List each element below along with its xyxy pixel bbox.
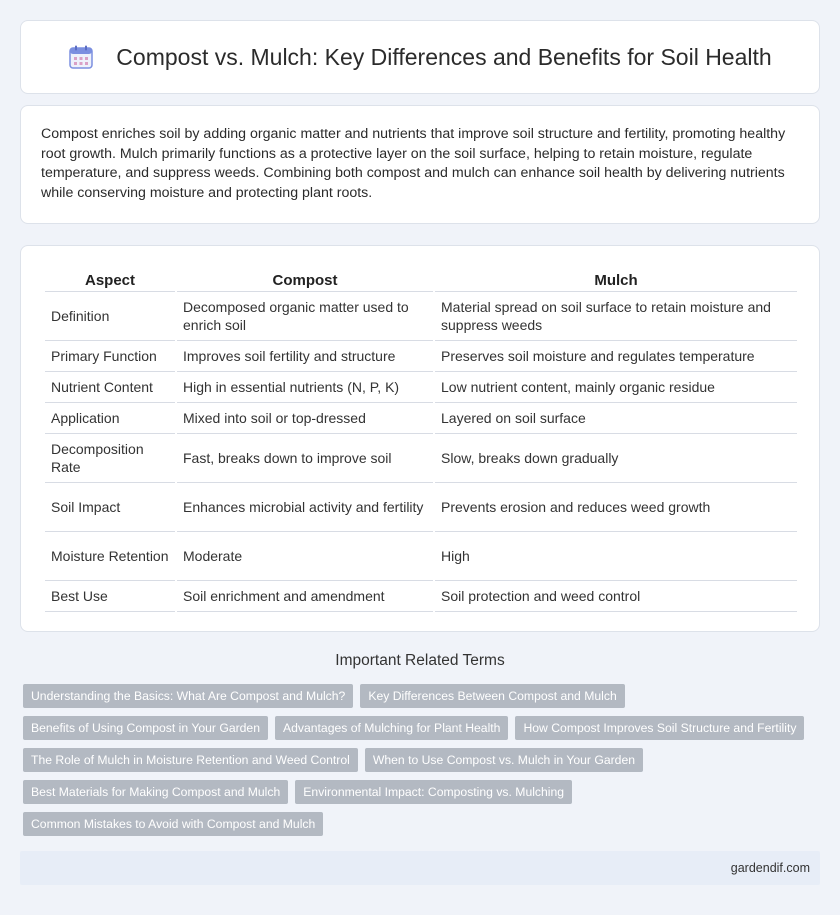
cell-aspect: Nutrient Content xyxy=(45,372,175,403)
cell-compost: Improves soil fertility and structure xyxy=(177,341,433,372)
table-row xyxy=(45,341,797,372)
related-term-tag[interactable]: Advantages of Mulching for Plant Health xyxy=(275,716,508,740)
table-header-row xyxy=(45,266,797,292)
cell-mulch: Preserves soil moisture and regulates temperature xyxy=(435,341,797,372)
cell-aspect: Moisture Retention xyxy=(45,532,175,581)
related-term-tag[interactable]: Environmental Impact: Composting vs. Mulching xyxy=(295,780,572,804)
table-row xyxy=(45,434,797,483)
related-term-tag[interactable]: When to Use Compost vs. Mulch in Your Garden xyxy=(365,748,643,772)
page-title: Compost vs. Mulch: Key Differences and Benefits for Soil Health xyxy=(116,43,772,70)
table-row xyxy=(45,292,797,341)
related-term-tag[interactable]: How Compost Improves Soil Structure and Fertility xyxy=(515,716,804,740)
cell-mulch: Low nutrient content, mainly organic residue xyxy=(435,372,797,403)
cell-mulch: Prevents erosion and reduces weed growth xyxy=(435,483,797,532)
cell-compost: Decomposed organic matter used to enrich soil xyxy=(177,292,433,341)
related-term-tag[interactable]: Common Mistakes to Avoid with Compost and Mulch xyxy=(23,812,323,836)
cell-mulch: Slow, breaks down gradually xyxy=(435,434,797,483)
cell-compost: Mixed into soil or top-dressed xyxy=(177,403,433,434)
table-row xyxy=(45,581,797,612)
related-term-tag[interactable]: Understanding the Basics: What Are Compost and Mulch? xyxy=(23,684,353,708)
cell-compost: Soil enrichment and amendment xyxy=(177,581,433,612)
cell-aspect: Decomposition Rate xyxy=(45,434,175,483)
footer-site-name[interactable]: gardendif.com xyxy=(730,861,810,875)
table-row xyxy=(45,372,797,403)
table-row xyxy=(45,403,797,434)
header-compost: Compost xyxy=(177,266,433,292)
cell-mulch: Material spread on soil surface to retain moisture and suppress weeds xyxy=(435,292,797,341)
intro-card xyxy=(20,105,820,224)
cell-mulch: Layered on soil surface xyxy=(435,403,797,434)
cell-aspect: Soil Impact xyxy=(45,483,175,532)
cell-aspect: Definition xyxy=(45,292,175,341)
related-term-tag[interactable]: Key Differences Between Compost and Mulch xyxy=(360,684,624,708)
cell-compost: Enhances microbial activity and fertility xyxy=(177,483,433,532)
related-term-tag[interactable]: Benefits of Using Compost in Your Garden xyxy=(23,716,268,740)
comparison-table-card xyxy=(20,245,820,632)
comparison-table xyxy=(43,266,799,612)
header-card xyxy=(20,20,820,94)
cell-aspect: Best Use xyxy=(45,581,175,612)
intro-paragraph: Compost enriches soil by adding organic matter and nutrients that improve soil structure and fertility, promoting healthy root growth. Mulch primarily functions as a protective layer on the soil surface, helping to retain moisture, regulate temperature, and suppress weeds. Combining both compost and mulch can enhance soil health by delivering nutrients while conserving moisture and protecting plant roots. xyxy=(41,126,786,201)
cell-aspect: Primary Function xyxy=(45,341,175,372)
cell-mulch: Soil protection and weed control xyxy=(435,581,797,612)
table-row xyxy=(45,532,797,581)
related-terms-list xyxy=(23,684,823,844)
cell-aspect: Application xyxy=(45,403,175,434)
related-term-tag[interactable]: The Role of Mulch in Moisture Retention and Weed Control xyxy=(23,748,358,772)
footer xyxy=(20,851,820,885)
table-row xyxy=(45,483,797,532)
header-mulch: Mulch xyxy=(435,266,797,292)
cell-mulch: High xyxy=(435,532,797,581)
cell-compost: High in essential nutrients (N, P, K) xyxy=(177,372,433,403)
calendar-icon xyxy=(68,44,94,70)
cell-compost: Moderate xyxy=(177,532,433,581)
cell-compost: Fast, breaks down to improve soil xyxy=(177,434,433,483)
related-term-tag[interactable]: Best Materials for Making Compost and Mulch xyxy=(23,780,288,804)
header-aspect: Aspect xyxy=(45,266,175,292)
related-terms-title: Important Related Terms xyxy=(335,652,505,669)
